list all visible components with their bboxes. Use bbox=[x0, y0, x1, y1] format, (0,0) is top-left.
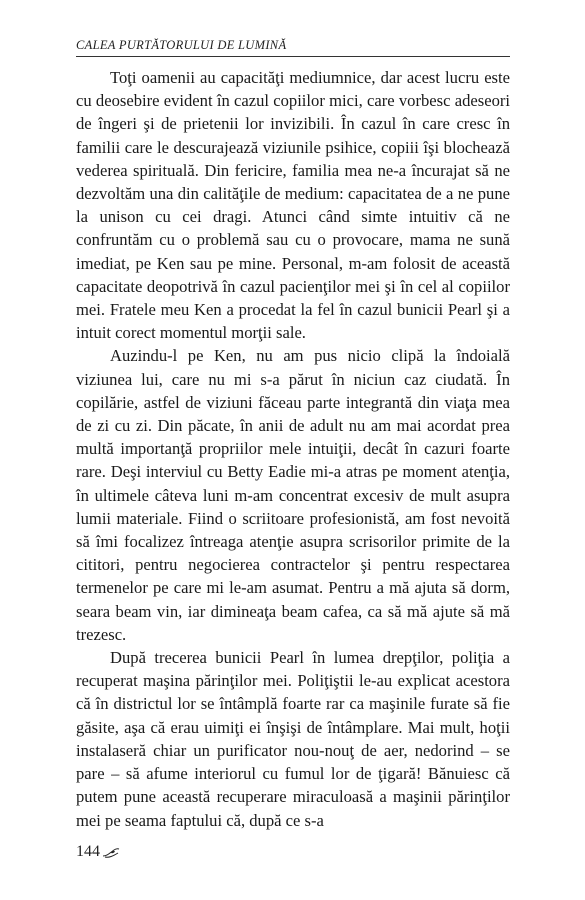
running-header: CALEA PURTĂTORULUI DE LUMINĂ bbox=[76, 38, 287, 52]
header-rule bbox=[76, 56, 510, 57]
page-footer bbox=[76, 843, 120, 861]
paragraph: Toţi oamenii au capacităţi mediumnice, dar acest lucru este cu deosebire evident în cazul copiilor mici, care vorbesc adeseori de îngeri şi de prietenii lor invizibili. În cazul în care cresc în familii care le descurajează viziunile psihice, copiii îşi blochează vederea spirituală. Din fericire, familia mea ne-a încurajat să ne dezvoltăm una din calităţile de medium: capacitatea de a ne pune la unison cu cei dragi. Atunci când simte intuitiv că ne confruntăm cu o problemă sau cu o provocare, mama ne sună imediat, pe Ken sau pe mine. Personal, m-am folosit de această capacitate deopotrivă în cazul pacienţilor mei şi în cel al copiilor mei. Fratele meu Ken a procedat la fel în cazul bunicii Pearl şi a intuit corect momentul morţii sale. bbox=[76, 68, 510, 343]
paragraph: Auzindu-l pe Ken, nu am pus nicio clipă la îndoială viziunea lui, care nu mi s-a părut în niciun caz ciudată. În copilărie, astfel de viziuni făceau parte integrantă din viaţa mea de zi cu zi. Din păcate, în anii de adult nu am mai acordat prea multă importanţă propriilor mele intuiţii, decât în cazuri foarte rare. Deşi interviul cu Betty Eadie mi-a atras pe moment atenţia, în ultimele câteva luni m-am concentrat excesiv de mult asupra lumii materiale. Fiind o scriitoare profesionistă, am fost nevoită să îmi focalizez întreaga atenţie asupra scrisorilor primite de la cititori, pentru negocierea contractelor şi pentru respectarea termenelor pe care mi le-am asumat. Pentru a mă ajuta să dorm, seara beam vin, iar dimineaţa beam cafea, ca să mă ajute să mă trezesc. bbox=[76, 346, 510, 644]
page-number: 144 bbox=[76, 843, 100, 860]
fleuron-ornament-icon bbox=[102, 846, 120, 858]
paragraph: După trecerea bunicii Pearl în lumea drepţilor, poliţia a recuperat maşina părinţilor mei. Poliţiştii le-au explicat acestora că în districtul lor se întâmplă foarte rar ca maşinile furate să fie găsite, aşa că erau uimiţi ei înşişi de întâmplare. Mai mult, hoţii instalaseră chiar un purificator nou-nouţ de aer, nedorind – se pare – să afume interiorul cu fumul lor de ţigară! Bănuiesc că putem pune această recuperare miraculoasă a maşinii părinţilor mei pe seama faptului că, după ce s-a bbox=[76, 648, 510, 830]
body-text bbox=[76, 66, 510, 832]
